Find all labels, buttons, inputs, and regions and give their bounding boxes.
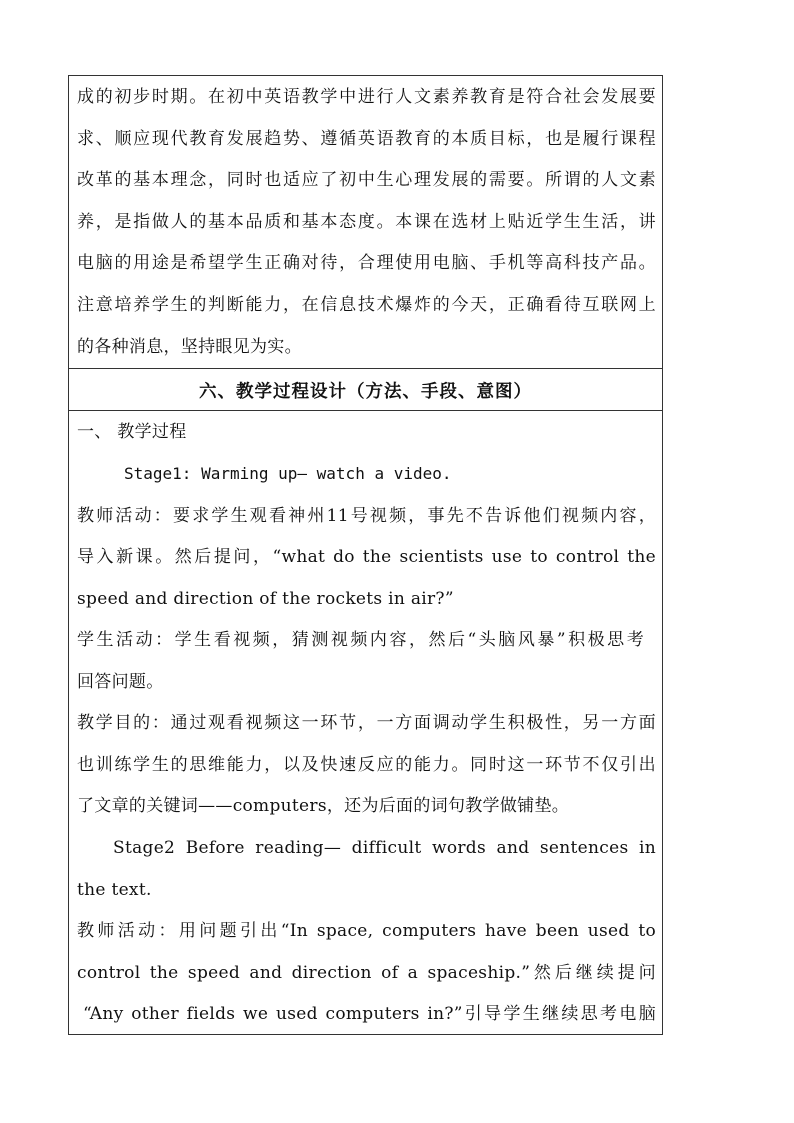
lesson-plan-table: [68, 75, 663, 1035]
paragraph-line: 注意培养学生的判断能力，在信息技术爆炸的今天，正确看待互联网上: [77, 295, 656, 315]
paragraph-line: 改革的基本理念，同时也适应了初中生心理发展的需要。所谓的人文素: [77, 170, 656, 190]
stage1-title: Stage1: Warming up— watch a video.: [124, 464, 452, 483]
paragraph-line: 教师活动：用问题引出“In space, computers have been used to: [77, 921, 656, 941]
section-heading-cell: [69, 369, 662, 411]
paragraph-line: the text.: [77, 880, 152, 900]
paragraph-line: 导入新课。然后提问，“what do the scientists use to control the: [77, 547, 656, 567]
paragraph-line: 了文章的关键词——computers，还为后面的词句教学做铺垫。: [77, 796, 570, 816]
stage2-title: Stage2 Before reading— difficult words and sentences in: [113, 838, 656, 858]
paragraph-line: 的各种消息，坚持眼见为实。: [77, 337, 302, 357]
subsection-title: 一、 教学过程: [77, 422, 187, 442]
paragraph-line: “Any other fields we used computers in?”引导学生继续思考电脑: [83, 1004, 656, 1024]
teaching-process-cell: [69, 411, 662, 1034]
paragraph-line: 求、顺应现代教育发展趋势、遵循英语教育的本质目标，也是履行课程: [77, 129, 656, 149]
paragraph-line: 教学目的：通过观看视频这一环节，一方面调动学生积极性，另一方面: [77, 713, 656, 733]
paragraph-line: 成的初步时期。在初中英语教学中进行人文素养教育是符合社会发展要: [77, 87, 656, 107]
humanistic-literacy-cell: [69, 76, 662, 369]
paragraph-line: 学生活动：学生看视频，猜测视频内容，然后“头脑风暴”积极思考: [77, 630, 644, 650]
paragraph-line: 回答问题。: [77, 672, 164, 692]
paragraph-line: speed and direction of the rockets in air?”: [77, 589, 454, 609]
paragraph-line: 电脑的用途是希望学生正确对待，合理使用电脑、手机等高科技产品。: [77, 253, 656, 273]
paragraph-line: 也训练学生的思维能力，以及快速反应的能力。同时这一环节不仅引出: [77, 755, 656, 775]
paragraph-line: 养，是指做人的基本品质和基本态度。本课在选材上贴近学生生活，讲: [77, 212, 656, 232]
paragraph-line: 教师活动：要求学生观看神州11号视频，事先不告诉他们视频内容，: [77, 506, 656, 526]
section-heading: 六、教学过程设计（方法、手段、意图）: [199, 382, 532, 402]
paragraph-line: control the speed and direction of a spaceship.”然后继续提问: [77, 963, 656, 983]
